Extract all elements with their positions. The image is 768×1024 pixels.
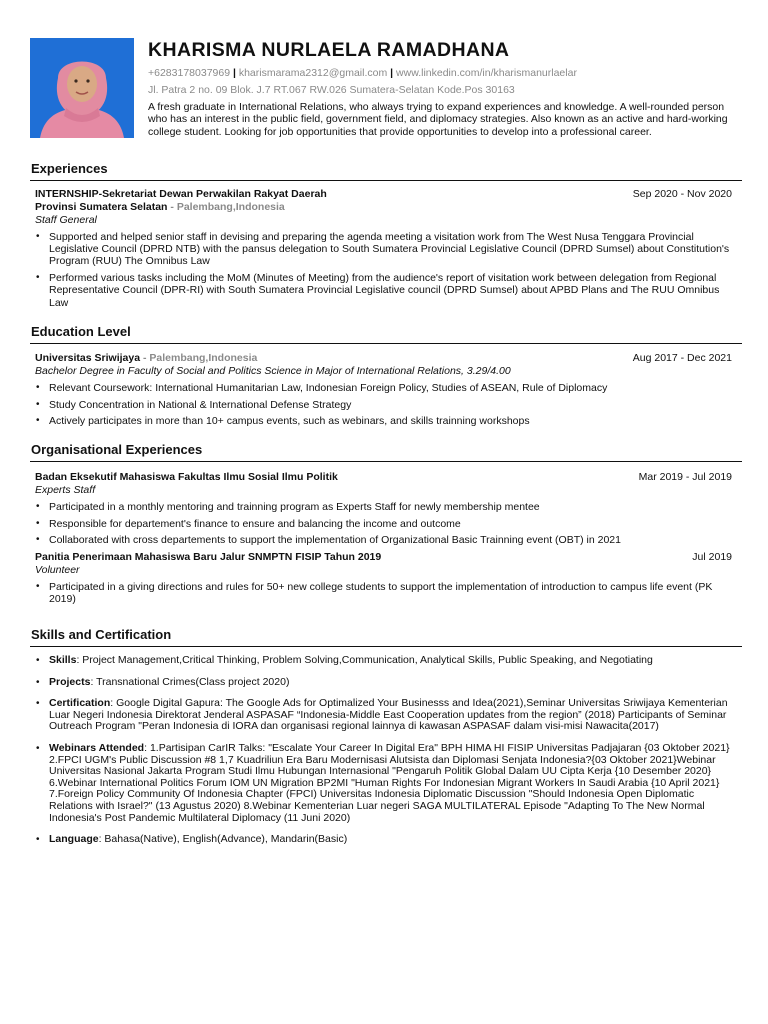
organisation-entry [30, 551, 742, 605]
item-label: Skills [49, 654, 77, 666]
list-item: • Responsible for departement's finance to ensure and balancing the income and outcome [49, 518, 742, 530]
profile-photo [30, 38, 134, 138]
section-divider [30, 461, 742, 462]
summary: A fresh graduate in International Relations, who always trying to expand experiences and knowledge. A well-rounded person who has an interest in the public field, government field, and diplomacy strategies. Also known as an active and hard-working college student. Looking for job opportunities that provide opportunities to develop into a professional career. [148, 101, 728, 138]
item-text: : Google Digital Gapura: The Google Ads for Optimalized Your Businesss and Idea(2021),Seminar Universitas Sriwijaya Kementerian Luar Negeri Indonesia Direktorat Jenderal ASPASAF “Indonesia-Middle East Cooperation updates from the region” (2018) Participants of Seminar Outreach Program "Peran Indonesia di IORA dan organisasi regional lainnya di kawasan ASPASAF dalam visi-misi Nawacita(2017) [49, 697, 728, 733]
section-education [30, 323, 742, 432]
section-skills [30, 626, 742, 856]
list-item: • Participated in a monthly mentoring and trainning program as Experts Staff for newly membership mentee [49, 501, 742, 513]
person-photo-icon [30, 38, 134, 138]
org-name-continued: Provinsi Sumatera Selatan [35, 201, 168, 213]
list-item: • Relevant Coursework: International Humanitarian Law, Indonesian Foreign Policy, Studies of ASEAN, Rule of Diplomacy [49, 382, 742, 394]
email-link[interactable]: kharismarama2312@gmail.com [238, 67, 388, 79]
location-separator: - [142, 352, 150, 364]
entry-dates: Sep 2020 - Nov 2020 [632, 188, 732, 200]
section-divider [30, 646, 742, 647]
section-title: Organisational Experiences [31, 442, 203, 457]
item-label: Certification [49, 697, 111, 710]
org-name: Badan Eksekutif Mahasiswa Fakultas Ilmu Sosial Ilmu Politik [35, 471, 338, 483]
certification-item [49, 698, 742, 733]
entry-header [35, 471, 742, 484]
list-item: • Performed various tasks including the MoM (Minutes of Meeting) from the audience's report of visitation work between delegation from Regional Representative Council (DPR-RI) with South Sumatera Provincial Legislative council (DPRD Sumsel) about APBD Plans and The RUU Omnibus Law [49, 272, 742, 309]
section-divider [30, 180, 742, 181]
org-location: Palembang,Indonesia [176, 201, 285, 213]
item-label: Webinars Attended [49, 741, 145, 754]
entry-dates: Aug 2017 - Dec 2021 [632, 352, 732, 364]
experience-entry [30, 188, 742, 309]
bullet-list [35, 231, 742, 309]
section-title: Skills and Certification [31, 627, 172, 642]
entry-role: Experts Staff [35, 484, 96, 496]
list-item: • Participated in a giving directions and rules for 50+ new college students to support the implementation of introduction to campus life event (PK 2019) [49, 581, 742, 605]
linkedin-link[interactable]: www.linkedin.com/in/kharismanurlaelar [396, 67, 577, 79]
section-organisational [30, 441, 742, 610]
bullet-list [35, 501, 742, 547]
org-location: Palembang,Indonesia [149, 352, 258, 364]
org-name: Panitia Penerimaan Mahasiswa Baru Jalur SNMPTN FISIP Tahun 2019 [35, 551, 382, 564]
entry-header [35, 188, 742, 214]
contact-line [148, 66, 738, 80]
item-text: : Bahasa(Native), English(Advance), Mandarin(Basic) [98, 833, 348, 846]
item-label: Projects [49, 675, 91, 688]
list-item: • Actively participates in more than 10+ campus events, such as webinars, and skills trainning workshops [49, 415, 742, 427]
list-item: • Collaborated with cross departements to support the implementation of Organizational Basic Trainning event (OBT) in 2021 [49, 534, 742, 546]
language-item [49, 834, 742, 846]
location-separator: - [170, 201, 177, 213]
bullet-list [35, 581, 742, 605]
webinars-item [49, 743, 742, 824]
skills-list [30, 655, 742, 846]
projects-item [49, 677, 742, 689]
list-item: • Study Concentration in National & International Defense Strategy [49, 399, 742, 411]
section-divider [30, 343, 742, 344]
item-label: Language [49, 833, 99, 846]
item-text: : Transnational Crimes(Class project 2020) [90, 675, 290, 688]
entry-header [35, 352, 742, 365]
candidate-name: KHARISMA NURLAELA RAMADHANA [148, 39, 510, 61]
education-entry [30, 352, 742, 428]
entry-dates: Mar 2019 - Jul 2019 [638, 471, 732, 483]
section-experiences [30, 160, 742, 313]
address: Jl. Patra 2 no. 09 Blok. J.7 RT.067 RW.026 Sumatera-Selatan Kode.Pos 30163 [148, 84, 515, 96]
entry-role: Staff General [35, 214, 97, 226]
list-item: • Supported and helped senior staff in devising and preparing the agenda meeting a visitation work from The West Nusa Tenggara Provincial Legislative Council (DPRD NTB) with the pansus delegation to South Sumatera Provincial Legislative Council (DPRD Sumsel) about Constitution's Program (RUU) The Omnibus Law [49, 231, 742, 268]
organisation-entry [30, 471, 742, 547]
separator: | [232, 67, 236, 79]
skills-item [49, 655, 742, 667]
org-name: Universitas Sriwijaya [35, 352, 141, 364]
entry-header [35, 551, 742, 564]
resume-header [148, 38, 738, 138]
entry-dates: Jul 2019 [692, 551, 732, 564]
entry-role: Bachelor Degree in Faculty of Social and Politics Science in Major of International Relations, 3.29/4.00 [35, 365, 511, 377]
org-name: INTERNSHIP-Sekretariat Dewan Perwakilan Rakyat Daerah [35, 188, 327, 200]
separator: | [390, 67, 394, 79]
entry-role: Volunteer [35, 564, 80, 577]
phone-number: +6283178037969 [148, 67, 231, 79]
section-title: Education Level [31, 324, 131, 339]
section-title: Experiences [31, 161, 108, 176]
item-text: : 1.Partisipan CarIR Talks: "Escalate Your Career In Digital Era" BPH HIMA HI FISIP Universitas Padjajaran {03 Oktober 2021} 2.FPCI UGM's Public Discussion #8 1,7 Kuadriliun Era Baru Modernisasi Alutsista dan Diplomasi Senjata Indonesia?{03 Oktober 2021}Webinar Universitas Nasional Jakarta Program Studi Ilmu Hubungan Internasional "Pengaruh Politik Global Dalam UU Cipta Kerja {10 Desember 2020} 6.Webinar International Politics Forum IOM UN Migration BP2MI "Human Rights For Indonesian Migrant Workers In Saudi Arabia {10 April 2021} 7.Foreign Policy Community Of Indonesia Chapter (FPCI) Universitas Indonesia Diplomatic Discussion "Should Indonesia Open Diplomatic Relations with Israel?" (13 Agustus 2020) 8.Webinar Kementerian Luar negeri SAGA MULTILATERAL Episode "Adapting To The New Normal Indonesia's Post Pandemic Multilateral Diplomacy (11 Juni 2020) [49, 741, 730, 824]
bullet-list [35, 382, 742, 428]
item-text: : Project Management,Critical Thinking, Problem Solving,Communication, Analytical Skills, Public Speaking, and Negotiating [76, 654, 653, 666]
